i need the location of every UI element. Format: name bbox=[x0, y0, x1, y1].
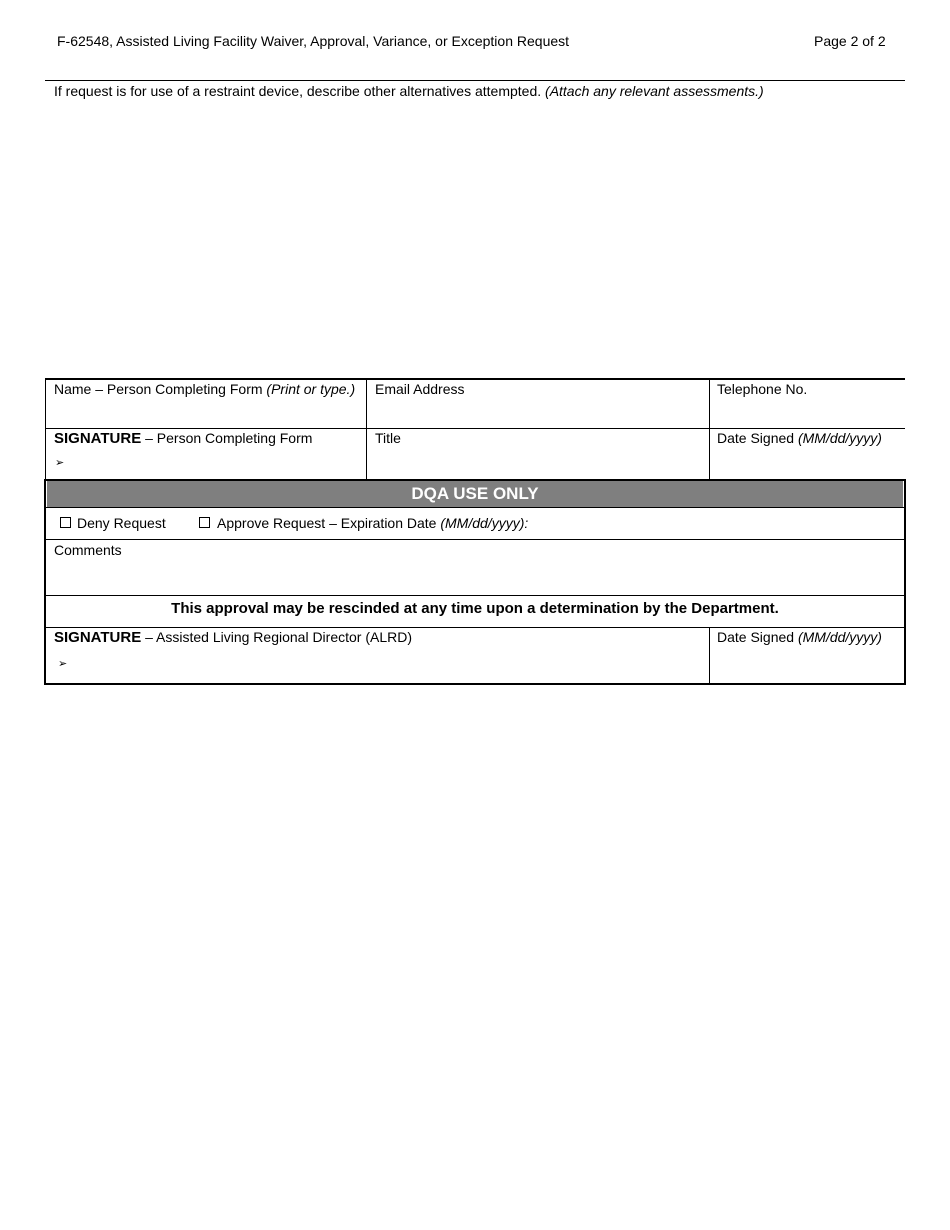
deny-checkbox[interactable] bbox=[60, 517, 71, 528]
approval-notice: This approval may be rescinded at any time upon a determination by the Department. bbox=[171, 600, 779, 617]
restraint-description-field[interactable] bbox=[45, 101, 905, 376]
approve-checkbox[interactable] bbox=[199, 517, 210, 528]
name-label-text: Name – Person Completing Form bbox=[54, 381, 263, 397]
completer-table-top-border bbox=[45, 378, 905, 380]
dqa-banner-divider bbox=[46, 507, 904, 508]
deny-label: Deny Request bbox=[77, 515, 166, 531]
form-title: F-62548, Assisted Living Facility Waiver, Approval, Variance, or Exception Request bbox=[57, 33, 570, 49]
dqa-divider-2 bbox=[46, 595, 904, 596]
signature-label-bold: SIGNATURE bbox=[54, 430, 142, 447]
telephone-field[interactable] bbox=[710, 399, 905, 427]
restraint-prompt-text: If request is for use of a restraint device, describe other alternatives attempted. bbox=[54, 83, 542, 99]
name-label bbox=[54, 381, 355, 398]
alrd-date-signed-field[interactable] bbox=[710, 648, 903, 682]
date-signed-format: (MM/dd/yyyy) bbox=[797, 430, 882, 446]
approve-date-format: (MM/dd/yyyy): bbox=[440, 515, 529, 531]
title-label: Title bbox=[375, 430, 401, 446]
alrd-signature-field[interactable] bbox=[74, 650, 708, 680]
date-signed-field[interactable] bbox=[710, 448, 905, 478]
email-label: Email Address bbox=[375, 381, 465, 397]
dqa-divider-3 bbox=[46, 627, 904, 628]
comments-label: Comments bbox=[54, 542, 122, 558]
completer-row-divider bbox=[45, 428, 905, 429]
header-divider bbox=[45, 80, 905, 81]
approve-label-text: Approve Request – Expiration Date bbox=[217, 515, 437, 531]
page-number: Page 2 of 2 bbox=[814, 33, 886, 49]
email-field[interactable] bbox=[367, 399, 709, 427]
dqa-divider-1 bbox=[46, 539, 904, 540]
expiration-date-field[interactable] bbox=[530, 510, 902, 538]
completer-left-border bbox=[45, 378, 46, 480]
dqa-banner: DQA USE ONLY bbox=[47, 481, 903, 507]
signature-label bbox=[54, 430, 312, 447]
comments-field[interactable] bbox=[46, 560, 904, 594]
restraint-prompt bbox=[54, 83, 764, 100]
date-signed-label bbox=[717, 430, 882, 447]
name-field[interactable] bbox=[46, 399, 366, 427]
alrd-signature-arrow-icon: ➢ bbox=[58, 658, 68, 670]
signature-label-text: – Person Completing Form bbox=[141, 430, 313, 446]
title-field[interactable] bbox=[367, 448, 709, 478]
date-signed-label-text: Date Signed bbox=[717, 430, 795, 446]
alrd-date-signed-text: Date Signed bbox=[717, 629, 795, 645]
alrd-signature-label bbox=[54, 629, 412, 646]
alrd-signature-bold: SIGNATURE bbox=[54, 629, 142, 646]
restraint-note: (Attach any relevant assessments.) bbox=[545, 83, 764, 99]
alrd-date-signed-format: (MM/dd/yyyy) bbox=[797, 629, 882, 645]
signature-arrow-icon: ➢ bbox=[55, 457, 65, 469]
telephone-label: Telephone No. bbox=[717, 381, 808, 397]
alrd-date-signed-label bbox=[717, 629, 882, 646]
alrd-signature-text: – Assisted Living Regional Director (ALRD) bbox=[141, 629, 413, 645]
approve-label bbox=[217, 515, 528, 532]
name-label-note: (Print or type.) bbox=[266, 381, 356, 397]
signature-field[interactable] bbox=[70, 450, 366, 478]
